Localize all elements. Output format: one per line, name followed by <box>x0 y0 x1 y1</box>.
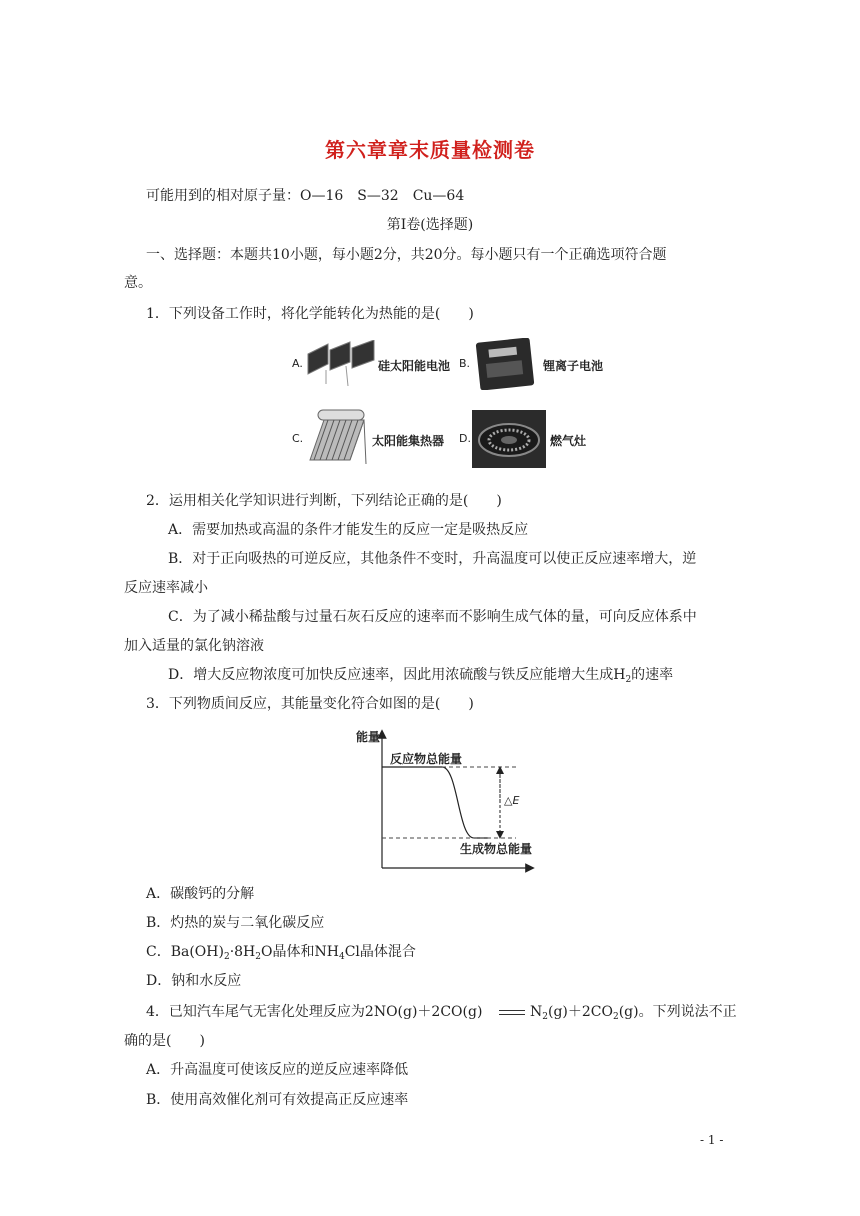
q2-option-b-cont: 反应速率减小 <box>124 580 208 596</box>
q1-option-b-letter: B. <box>459 357 471 370</box>
q2-option-c-cont: 加入适量的氯化钠溶液 <box>124 638 264 654</box>
energy-diagram <box>350 722 540 874</box>
delta-e-label: △E <box>504 794 520 807</box>
q1-option-c-letter: C. <box>292 432 304 445</box>
q2-option-b: B．对于正向吸热的可逆反应，其他条件不变时，升高温度可以使正反应速率增大，逆 <box>168 551 697 567</box>
battery-icon <box>472 338 538 390</box>
q1-option-a-name: 硅太阳能电池 <box>378 359 451 373</box>
equilibrium-arrow-icon <box>499 1009 525 1017</box>
page-title: 第六章章末质量检测卷 <box>325 138 535 162</box>
q4-option-a: A．升高温度可使该反应的逆反应速率降低 <box>146 1062 409 1078</box>
q3-option-c <box>146 942 416 964</box>
q1-option-c-name: 太阳能集热器 <box>372 434 445 448</box>
solar-panel-icon <box>306 340 378 388</box>
product-energy-label: 生成物总能量 <box>460 842 533 856</box>
q3-stem: 3．下列物质间反应，其能量变化符合如图的是( ) <box>146 696 474 712</box>
q4-stem-cont: 确的是( ) <box>124 1033 205 1049</box>
q3-c-part3: O晶体和NH <box>261 944 339 960</box>
q3-option-a: A．碳酸钙的分解 <box>146 886 255 902</box>
q4-mid: (g)＋2CO <box>547 1004 613 1020</box>
section-intro: 一、选择题：本题共10小题，每小题2分，共20分。每小题只有一个正确选项符合题 <box>146 247 667 263</box>
q4-n: N <box>530 1004 543 1020</box>
q1-option-d-name: 燃气灶 <box>550 434 587 448</box>
gas-stove-icon <box>472 410 546 468</box>
q1-option-d-letter: D. <box>459 432 471 445</box>
q4-n-sub: 2 <box>542 1012 548 1022</box>
q3-option-b: B．灼热的炭与二氧化碳反应 <box>146 915 325 931</box>
solar-water-heater-icon <box>306 408 370 466</box>
q4-option-b: B．使用高效催化剂可有效提高正反应速率 <box>146 1092 409 1108</box>
q3-c-part1: C．Ba(OH) <box>146 944 224 960</box>
energy-curve <box>382 767 488 838</box>
q1-option-a-letter: A. <box>292 357 303 370</box>
q2-stem: 2．运用相关化学知识进行判断，下列结论正确的是( ) <box>146 493 502 509</box>
q2-option-d-tail: 的速率 <box>631 667 674 683</box>
q2-option-d-text: D．增大反应物浓度可加快反应速率，因此用浓硫酸与铁反应能增大生成H <box>168 667 626 683</box>
q3-c-part2: ·8H <box>229 944 256 960</box>
reactant-energy-label: 反应物总能量 <box>390 752 463 766</box>
q4-co2-sub: 2 <box>612 1012 619 1022</box>
q1-option-b-name: 锂离子电池 <box>543 359 604 373</box>
q3-c-sub3: 4 <box>338 952 345 962</box>
q4-stem-products <box>530 1002 737 1024</box>
q2-option-a: A．需要加热或高温的条件才能发生的反应一定是吸热反应 <box>168 522 529 538</box>
q3-c-sub2: 2 <box>255 952 262 962</box>
q1-stem: 1．下列设备工作时，将化学能转化为热能的是( ) <box>146 306 474 322</box>
q2-option-d <box>168 665 673 687</box>
energy-axis-label: 能量 <box>356 730 381 744</box>
q3-c-part4: Cl晶体混合 <box>344 944 416 960</box>
q3-c-sub1: 2 <box>223 952 230 962</box>
atomic-masses: 可能用到的相对原子量：O—16 S—32 Cu—64 <box>146 188 465 204</box>
part-heading: 第Ⅰ卷(选择题) <box>386 217 474 233</box>
q4-stem: 4．已知汽车尾气无害化处理反应为2NO(g)＋2CO(g) <box>146 1004 483 1020</box>
section-intro-cont: 意。 <box>124 275 152 291</box>
q3-option-d: D．钠和水反应 <box>146 973 242 989</box>
q2-option-c: C．为了减小稀盐酸与过量石灰石反应的速率而不影响生成气体的量，可向反应体系中 <box>168 609 697 625</box>
page-number: - 1 - <box>700 1133 724 1147</box>
h2-subscript: 2 <box>625 675 632 685</box>
q4-tail: (g)。下列说法不正 <box>618 1004 737 1020</box>
